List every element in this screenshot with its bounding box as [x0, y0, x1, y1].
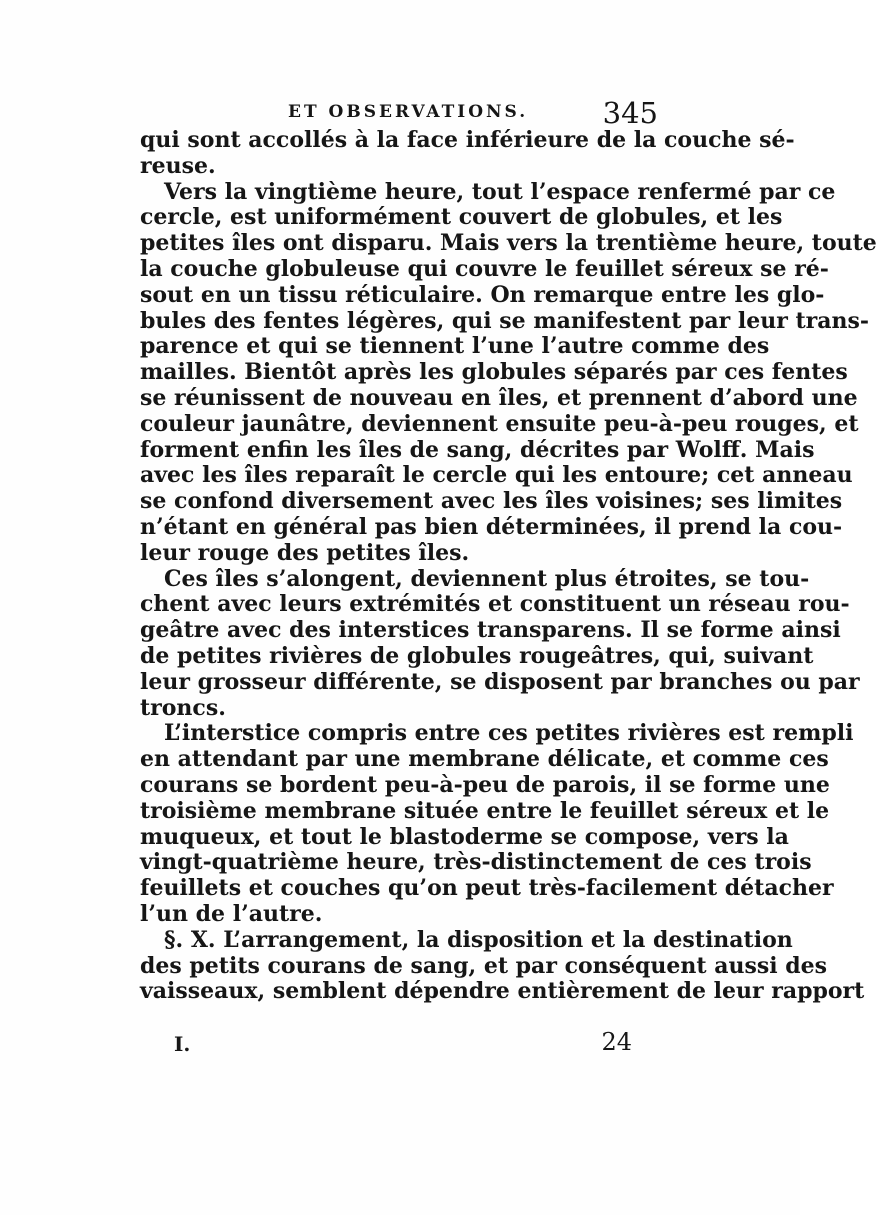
signature-mark: I.: [174, 1032, 191, 1056]
text-line: §. X. L’arrangement, la disposition et la destination: [164, 926, 793, 953]
text-line: avec les îles reparaît le cercle qui les entoure; cet anneau: [140, 462, 853, 489]
text-line: chent avec leurs extrémités et constituent un réseau rou-: [140, 591, 850, 618]
text-line: petites îles ont disparu. Mais vers la trentième heure, toute: [140, 230, 877, 257]
text-line: n’étant en général pas bien déterminées, il prend la cou-: [140, 513, 843, 540]
body-text: [140, 127, 877, 1005]
text-line: se réunissent de nouveau en îles, et prennent d’abord une: [140, 384, 858, 411]
text-line: reuse.: [140, 152, 216, 179]
text-line: troncs.: [140, 694, 226, 721]
text-line: des petits courans de sang, et par conséquent aussi des: [140, 952, 828, 979]
text-line: forment enfin les îles de sang, décrites par Wolff. Mais: [140, 436, 815, 463]
text-line: cercle, est uniformément couvert de globules, et les: [140, 204, 783, 231]
text-line: couleur jaunâtre, deviennent ensuite peu-à-peu rouges, et: [140, 410, 859, 437]
running-head: [140, 96, 658, 128]
text-line: Vers la vingtième heure, tout l’espace renfermé par ce: [164, 178, 836, 205]
text-line: qui sont accollés à la face inférieure de la couche sé-: [140, 127, 795, 153]
text-line: leur grosseur différente, se disposent par branches ou par: [140, 668, 860, 695]
text-line: la couche globuleuse qui couvre le feuillet séreux se ré-: [140, 255, 829, 282]
text-line: parence et qui se tiennent l’une l’autre comme des: [140, 333, 770, 360]
page-number: 345: [602, 96, 658, 130]
page-footer: [140, 1028, 658, 1058]
text-line: bules des fentes légères, qui se manifestent par leur trans-: [140, 307, 870, 334]
text-line: muqueux, et tout le blastoderme se compose, vers la: [140, 823, 789, 850]
text-line: sout en un tissu réticulaire. On remarque entre les glo-: [140, 281, 825, 308]
running-title: ET OBSERVATIONS.: [288, 102, 529, 122]
text-line: Ces îles s’alongent, deviennent plus étroites, se tou-: [164, 565, 810, 592]
text-line: vingt-quatrième heure, très-distinctement de ces trois: [140, 849, 812, 876]
text-line: se confond diversement avec les îles voisines; ses limites: [140, 488, 843, 515]
text-line: l’un de l’autre.: [140, 900, 323, 927]
text-line: L’interstice compris entre ces petites rivières est rempli: [164, 720, 854, 747]
text-line: de petites rivières de globules rougeâtres, qui, suivant: [140, 642, 814, 669]
text-line: vaisseaux, semblent dépendre entièrement de leur rapport: [140, 978, 865, 1005]
text-line: courans se bordent peu-à-peu de parois, il se forme une: [140, 771, 830, 798]
text-line: feuillets et couches qu’on peut très-facilement détacher: [140, 875, 834, 902]
sheet-number: 24: [601, 1028, 632, 1056]
text-line: mailles. Bientôt après les globules séparés par ces fentes: [140, 359, 848, 386]
text-line: leur rouge des petites îles.: [140, 539, 470, 566]
text-line: en attendant par une membrane délicate, et comme ces: [140, 746, 829, 773]
text-line: troisième membrane située entre le feuillet séreux et le: [140, 797, 830, 824]
text-line: geâtre avec des interstices transparens. Il se forme ainsi: [140, 617, 841, 644]
